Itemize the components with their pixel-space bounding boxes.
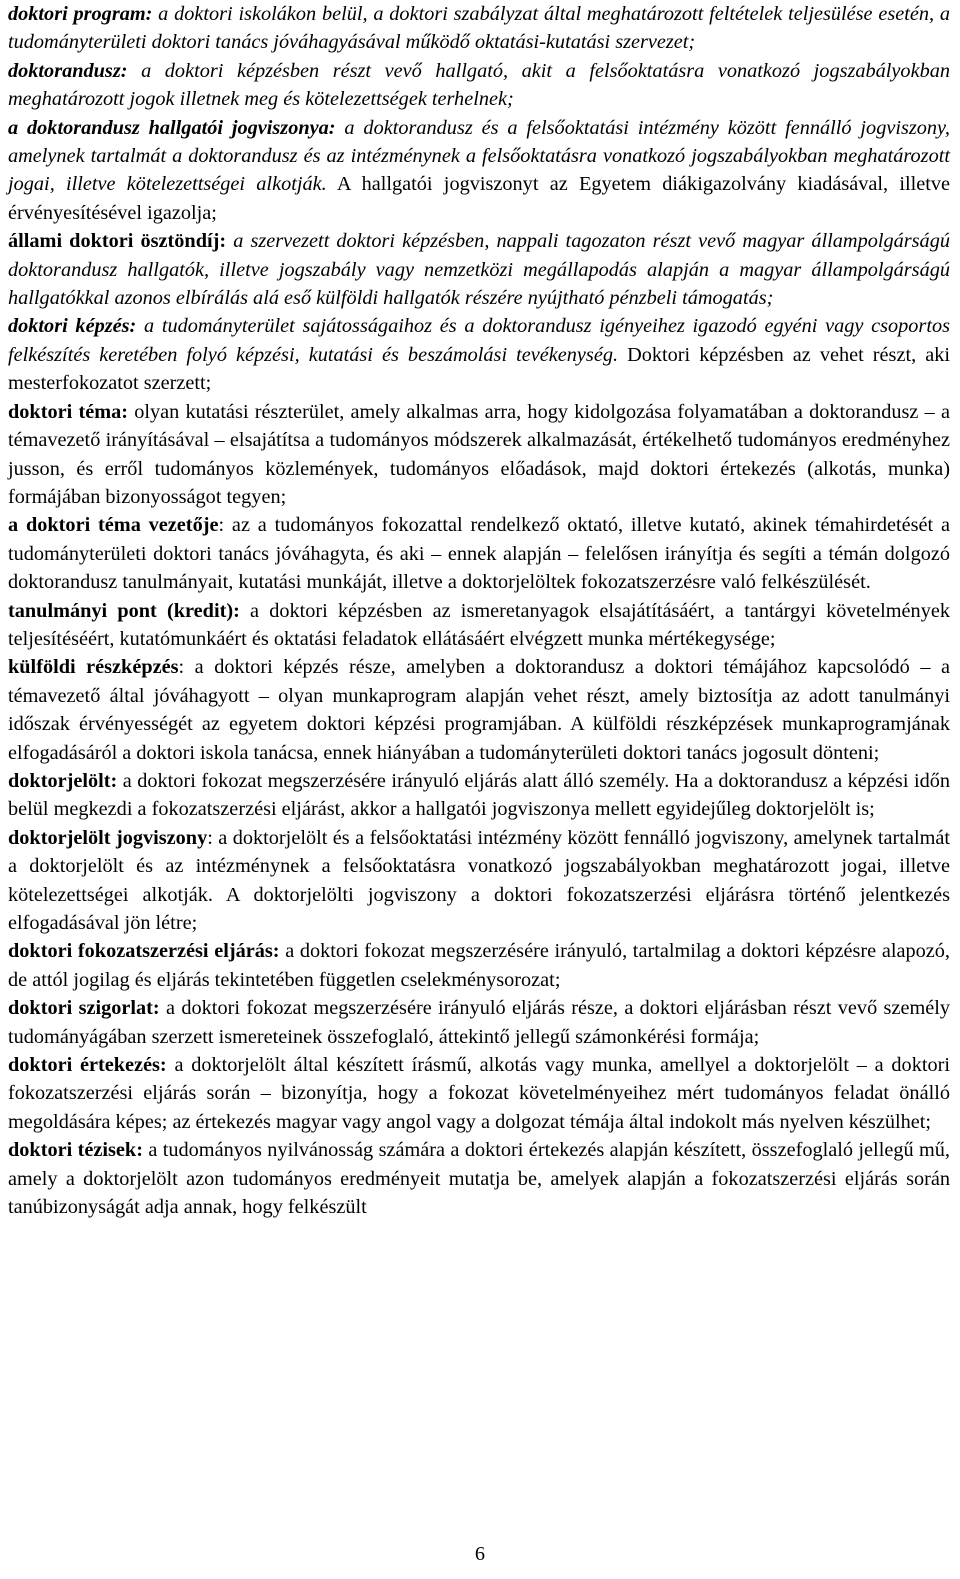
- definition-fokozatszerzesi-eljaras: [8, 937, 950, 994]
- definition-kulfoldi-reszkepzes: [8, 653, 950, 767]
- term: doktorjelölt jogviszony: [8, 826, 208, 849]
- definition-extra: A hallgatói jogviszonyt az Egyetem diákigazolvány kiadásával, illetve érvényesítésével igazolja;: [8, 173, 951, 224]
- term: doktori téma:: [8, 400, 128, 423]
- definition-doktorjelolt: [8, 767, 950, 824]
- definition-doktorjelolt-jogviszony: [8, 824, 950, 938]
- term: doktorandusz:: [8, 59, 128, 82]
- definition-text: a tudományos nyilvánosság számára a doktori értekezés alapján készített, összefoglaló jellegű mű, amely a doktorjelölt azon tudományos eredményeit mutatja be, amelyek alapján a fokozatszerzési eljárás során tanúbizonyságát adja annak, hogy felkészült: [8, 1139, 950, 1219]
- definition-text: a doktori iskolákon belül, a doktori szabályzat által meghatározott feltételek teljesülése esetén, a tudományterületi doktori tanács jóváhagyásával működő oktatási-kutatási szervezet;: [8, 3, 950, 54]
- term: doktorjelölt:: [8, 769, 118, 792]
- definition-text: olyan kutatási részterület, amely alkalmas arra, hogy kidolgozása folyamatában a doktorandusz – a témavezető irányításával – elsajátítsa a tudományos módszerek alkalmazását, értékelhető tudományos eredményhez jusson, és erről tudományos közlemények, tudományos előadások, majd doktori értekezés (alkotás, munka) formájában bizonyosságot tegyen;: [8, 400, 950, 508]
- definition-text: a doktorjelölt által készített írásmű, alkotás vagy munka, amellyel a doktorjelölt – a doktori fokozatszerzési eljárás során – bizonyítja, hogy a fokozat követelményeihez mért tudományos feladat önálló megoldására képes; az értekezés magyar vagy angol vagy a dolgozat témája által indokolt más nyelven készülhet;: [8, 1054, 951, 1133]
- definition-text: : az a tudományos fokozattal rendelkező oktató, illetve kutató, akinek témahirdetését a tudományterületi doktori tanács jóváhagyta, és aki – ennek alapján – felelősen irányítja és segíti a témán dolgozó doktorandusz tanulmányait, kutatási munkáját, illetve a doktorjelöltek fokozatszerzésre való felkészülését.: [8, 514, 950, 594]
- term: a doktori téma vezetője: [8, 514, 219, 537]
- term: doktori tézisek:: [8, 1139, 143, 1162]
- definition-text: a doktori fokozat megszerzésére irányuló, tartalmilag a doktori képzésre alapozó, de attól jogilag és eljárás tekintetében független cselekménysorozat;: [8, 940, 950, 991]
- definitions-list: [8, 0, 950, 1221]
- definition-doktori-szigorlat: [8, 994, 950, 1051]
- definition-doktorandusz: [8, 57, 950, 114]
- definition-text: a doktorandusz és a felsőoktatási intézmény között fennálló jogviszony, amelynek tartalmát a doktorandusz és az intézménynek a felsőoktatásra vonatkozó jogszabályokban meghatározott jogai, illetve kötelezettségei alkotják.: [8, 116, 950, 196]
- term: külföldi részképzés: [8, 656, 179, 679]
- definition-text: a doktori képzésben részt vevő hallgató, akit a felsőoktatásra vonatkozó jogszabályokban meghatározott jogok illetnek meg és kötelezettségek terhelnek;: [8, 59, 950, 111]
- term: a doktorandusz hallgatói jogviszonya:: [8, 116, 336, 139]
- term: doktori szigorlat:: [8, 997, 160, 1020]
- definition-text: a tudományterület sajátosságaihoz és a doktorandusz igényeihez igazodó egyéni vagy csoportos felkészítés keretében folyó képzési, kutatási és beszámolási tevékenység.: [8, 315, 950, 366]
- definition-text: : a doktori képzés része, amelyben a doktorandusz a doktori témájához kapcsolódó – a témavezető által jóváhagyott – olyan munkaprogram alapján vehet részt, amely biztosítja az adott tanulmányi időszak érvényességét az egyetem doktori képzési programjában. A külföldi részképzések munkaprogramjának elfogadásáról a doktori iskola tanácsa, ennek hiányában a tudományterületi doktori tanács jogosult dönteni;: [8, 656, 950, 764]
- definition-text: a doktori fokozat megszerzésére irányuló eljárás része, a doktori eljárásban részt vevő személy tudományágában szerzett ismereteinek összefoglaló, áttekintő jellegű számonkérési formája;: [8, 997, 951, 1048]
- term: állami doktori ösztöndíj:: [8, 230, 227, 253]
- term: doktori értekezés:: [8, 1054, 167, 1077]
- definition-text: a doktori fokozat megszerzésére irányuló eljárás alatt álló személy. Ha a doktorandusz a képzési időn belül megkezdi a fokozatszerzési eljárást, akkor a hallgatói jogviszonya mellett egyidejűleg doktorjelölt is;: [8, 769, 950, 821]
- definition-text: a szervezett doktori képzésben, nappali tagozaton részt vevő magyar állampolgárságú doktorandusz hallgatók, illetve jogszabály vagy nemzetközi megállapodás alapján a magyar állampolgárságú hallgatókkal azonos elbírálás alá eső külföldi hallgatók részére nyújtható pénzbeli támogatás;: [8, 230, 950, 310]
- definition-doktori-ertekezes: [8, 1051, 950, 1136]
- definition-doktori-tezisek: [8, 1136, 950, 1221]
- definition-doktori-kepzes: [8, 312, 950, 397]
- definition-hallgatoi-jogviszony: [8, 114, 950, 228]
- term: tanulmányi pont (kredit):: [8, 599, 240, 622]
- definition-allami-osztondij: [8, 227, 950, 312]
- definition-text: a doktori képzésben az ismeretanyagok elsajátításáért, a tantárgyi követelmények teljesítéséért, kutatómunkáért és oktatási feladatok ellátásáért elvégzett munka mértékegysége;: [8, 599, 950, 650]
- term: doktori program:: [8, 3, 153, 25]
- page-number: 6: [474, 1543, 486, 1565]
- definition-tema-vezetoje: [8, 511, 950, 596]
- definition-text: : a doktorjelölt és a felsőoktatási intézmény között fennálló jogviszony, amelynek tartalmát a doktorjelölt és az intézménynek a felsőoktatásra vonatkozó jogszabályokban meghatározott jogai, illetve kötelezettségei alkotják. A doktorjelölti jogviszony a doktori fokozatszerzési eljárásra történő jelentkezés elfogadásával jön létre;: [8, 826, 950, 934]
- term: doktori képzés:: [8, 315, 137, 338]
- definition-tanulmanyi-pont: [8, 597, 950, 654]
- definition-extra: Doktori képzésben az vehet részt, aki mesterfokozatot szerzett;: [8, 343, 950, 395]
- definition-doktori-tema: [8, 398, 950, 512]
- definition-doktori-program: [8, 0, 950, 57]
- term: doktori fokozatszerzési eljárás:: [8, 940, 280, 963]
